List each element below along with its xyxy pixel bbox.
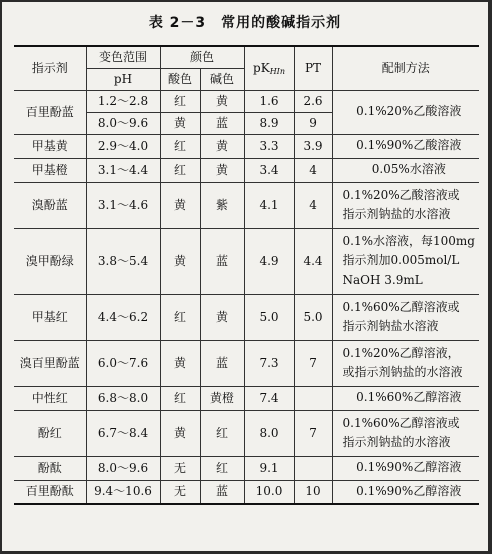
acid-color: 黄 xyxy=(160,112,200,134)
pt-value: 4.4 xyxy=(294,228,332,294)
base-color: 黄 xyxy=(200,90,244,112)
indicator-name: 百里酚蓝 xyxy=(14,90,86,134)
header-pk: $pK_{HIn}$ xyxy=(244,46,294,90)
prep-method xyxy=(332,182,479,228)
acid-color: 红 xyxy=(160,134,200,158)
pt-value: 4 xyxy=(294,158,332,182)
prep-line: 0.1%60%乙醇溶液或 xyxy=(342,415,460,430)
ph-range: 3.1～4.4 xyxy=(86,158,160,182)
pk-value: 8.9 xyxy=(244,112,294,134)
pk-value: 4.9 xyxy=(244,228,294,294)
prep-line: 0.1%20%乙醇溶液， xyxy=(342,345,460,360)
header-ph: pH xyxy=(86,68,160,90)
ph-range: 4.4～6.2 xyxy=(86,294,160,340)
base-color: 黄橙 xyxy=(200,386,244,410)
pk-value: 7.4 xyxy=(244,386,294,410)
prep-method: 0.1%20%乙酸溶液 xyxy=(332,90,479,134)
header-indicator: 指示剂 xyxy=(14,46,86,90)
ph-range: 1.2～2.8 xyxy=(86,90,160,112)
prep-method: 0.1%60%乙醇溶液 xyxy=(332,386,479,410)
pk-value: 3.3 xyxy=(244,134,294,158)
base-color: 紫 xyxy=(200,182,244,228)
pk-value: 1.6 xyxy=(244,90,294,112)
ph-range: 8.0～9.6 xyxy=(86,456,160,480)
pt-value: 3.9 xyxy=(294,134,332,158)
prep-line: 0.1%水溶液，每100mg xyxy=(342,234,475,249)
prep-method: 0.1%90%乙酸溶液 xyxy=(332,134,479,158)
base-color: 蓝 xyxy=(200,228,244,294)
acid-color: 无 xyxy=(160,456,200,480)
table-row xyxy=(14,340,479,386)
prep-line: NaOH 3.9mL xyxy=(342,272,423,287)
acid-color: 红 xyxy=(160,158,200,182)
prep-line: 指示剂钠盐的水溶液 xyxy=(342,207,451,221)
prep-line: 0.1%20%乙酸溶液或 xyxy=(342,187,460,202)
acid-color: 红 xyxy=(160,90,200,112)
acid-color: 红 xyxy=(160,386,200,410)
table-row xyxy=(14,158,479,182)
table-row xyxy=(14,228,479,294)
indicator-name: 溴甲酚绿 xyxy=(14,228,86,294)
table-row xyxy=(14,480,479,504)
acid-color: 无 xyxy=(160,480,200,504)
header-color: 颜色 xyxy=(160,46,244,68)
indicator-name: 甲基橙 xyxy=(14,158,86,182)
pt-value: 5.0 xyxy=(294,294,332,340)
base-color: 黄 xyxy=(200,134,244,158)
prep-line: 指示剂钠盐水溶液 xyxy=(342,319,439,333)
indicator-name: 酚红 xyxy=(14,410,86,456)
prep-line: 指示剂钠盐的水溶液 xyxy=(342,435,451,449)
header-acid-color: 酸色 xyxy=(160,68,200,90)
table-row xyxy=(14,294,479,340)
pt-value xyxy=(294,386,332,410)
acid-color: 黄 xyxy=(160,340,200,386)
table-row xyxy=(14,90,479,112)
pk-value: 4.1 xyxy=(244,182,294,228)
pt-value: 7 xyxy=(294,340,332,386)
acid-color: 黄 xyxy=(160,182,200,228)
table-title: 表 2－3 常用的酸碱指示剂 xyxy=(148,15,342,31)
pt-value: 7 xyxy=(294,410,332,456)
prep-line: 指示剂加0.005mol/L xyxy=(342,253,460,268)
ph-range: 6.0～7.6 xyxy=(86,340,160,386)
pk-value: 3.4 xyxy=(244,158,294,182)
indicator-name: 甲基红 xyxy=(14,294,86,340)
indicator-name: 溴酚蓝 xyxy=(14,182,86,228)
ph-range: 3.1～4.6 xyxy=(86,182,160,228)
prep-method xyxy=(332,340,479,386)
table-row xyxy=(14,456,479,480)
header-row xyxy=(14,46,479,68)
pk-value: 10.0 xyxy=(244,480,294,504)
pt-value: 9 xyxy=(294,112,332,134)
base-color: 蓝 xyxy=(200,480,244,504)
indicator-name: 甲基黄 xyxy=(14,134,86,158)
base-color: 黄 xyxy=(200,294,244,340)
table-row xyxy=(14,386,479,410)
indicator-name: 中性红 xyxy=(14,386,86,410)
prep-line: 0.1%60%乙醇溶液或 xyxy=(342,299,460,314)
acid-color: 黄 xyxy=(160,228,200,294)
ph-range: 6.7～8.4 xyxy=(86,410,160,456)
base-color: 黄 xyxy=(200,158,244,182)
pt-value: 10 xyxy=(294,480,332,504)
table-row xyxy=(14,182,479,228)
base-color: 红 xyxy=(200,410,244,456)
indicator-name: 溴百里酚蓝 xyxy=(14,340,86,386)
ph-range: 6.8～8.0 xyxy=(86,386,160,410)
pk-value: 5.0 xyxy=(244,294,294,340)
indicator-name: 百里酚酞 xyxy=(14,480,86,504)
ph-range: 2.9～4.0 xyxy=(86,134,160,158)
prep-method: 0.1%90%乙醇溶液 xyxy=(332,456,479,480)
header-base-color: 碱色 xyxy=(200,68,244,90)
prep-method xyxy=(332,410,479,456)
prep-method: 0.05%水溶液 xyxy=(332,158,479,182)
prep-method xyxy=(332,228,479,294)
prep-method xyxy=(332,294,479,340)
indicator-name: 酚酞 xyxy=(14,456,86,480)
ph-range: 3.8～5.4 xyxy=(86,228,160,294)
document-page xyxy=(2,2,488,551)
pt-value: 2.6 xyxy=(294,90,332,112)
header-prep: 配制方法 xyxy=(332,46,479,90)
pk-value: 7.3 xyxy=(244,340,294,386)
pk-value: 8.0 xyxy=(244,410,294,456)
acid-color: 黄 xyxy=(160,410,200,456)
prep-line: 或指示剂钠盐的水溶液 xyxy=(342,365,463,379)
indicator-table xyxy=(14,45,479,505)
base-color: 红 xyxy=(200,456,244,480)
table-row xyxy=(14,410,479,456)
header-pt: PT xyxy=(294,46,332,90)
prep-method: 0.1%90%乙醇溶液 xyxy=(332,480,479,504)
pk-value: 9.1 xyxy=(244,456,294,480)
pt-value: 4 xyxy=(294,182,332,228)
acid-color: 红 xyxy=(160,294,200,340)
ph-range: 9.4～10.6 xyxy=(86,480,160,504)
header-range: 变色范围 xyxy=(86,46,160,68)
base-color: 蓝 xyxy=(200,340,244,386)
base-color: 蓝 xyxy=(200,112,244,134)
pt-value xyxy=(294,456,332,480)
table-row xyxy=(14,134,479,158)
ph-range: 8.0～9.6 xyxy=(86,112,160,134)
